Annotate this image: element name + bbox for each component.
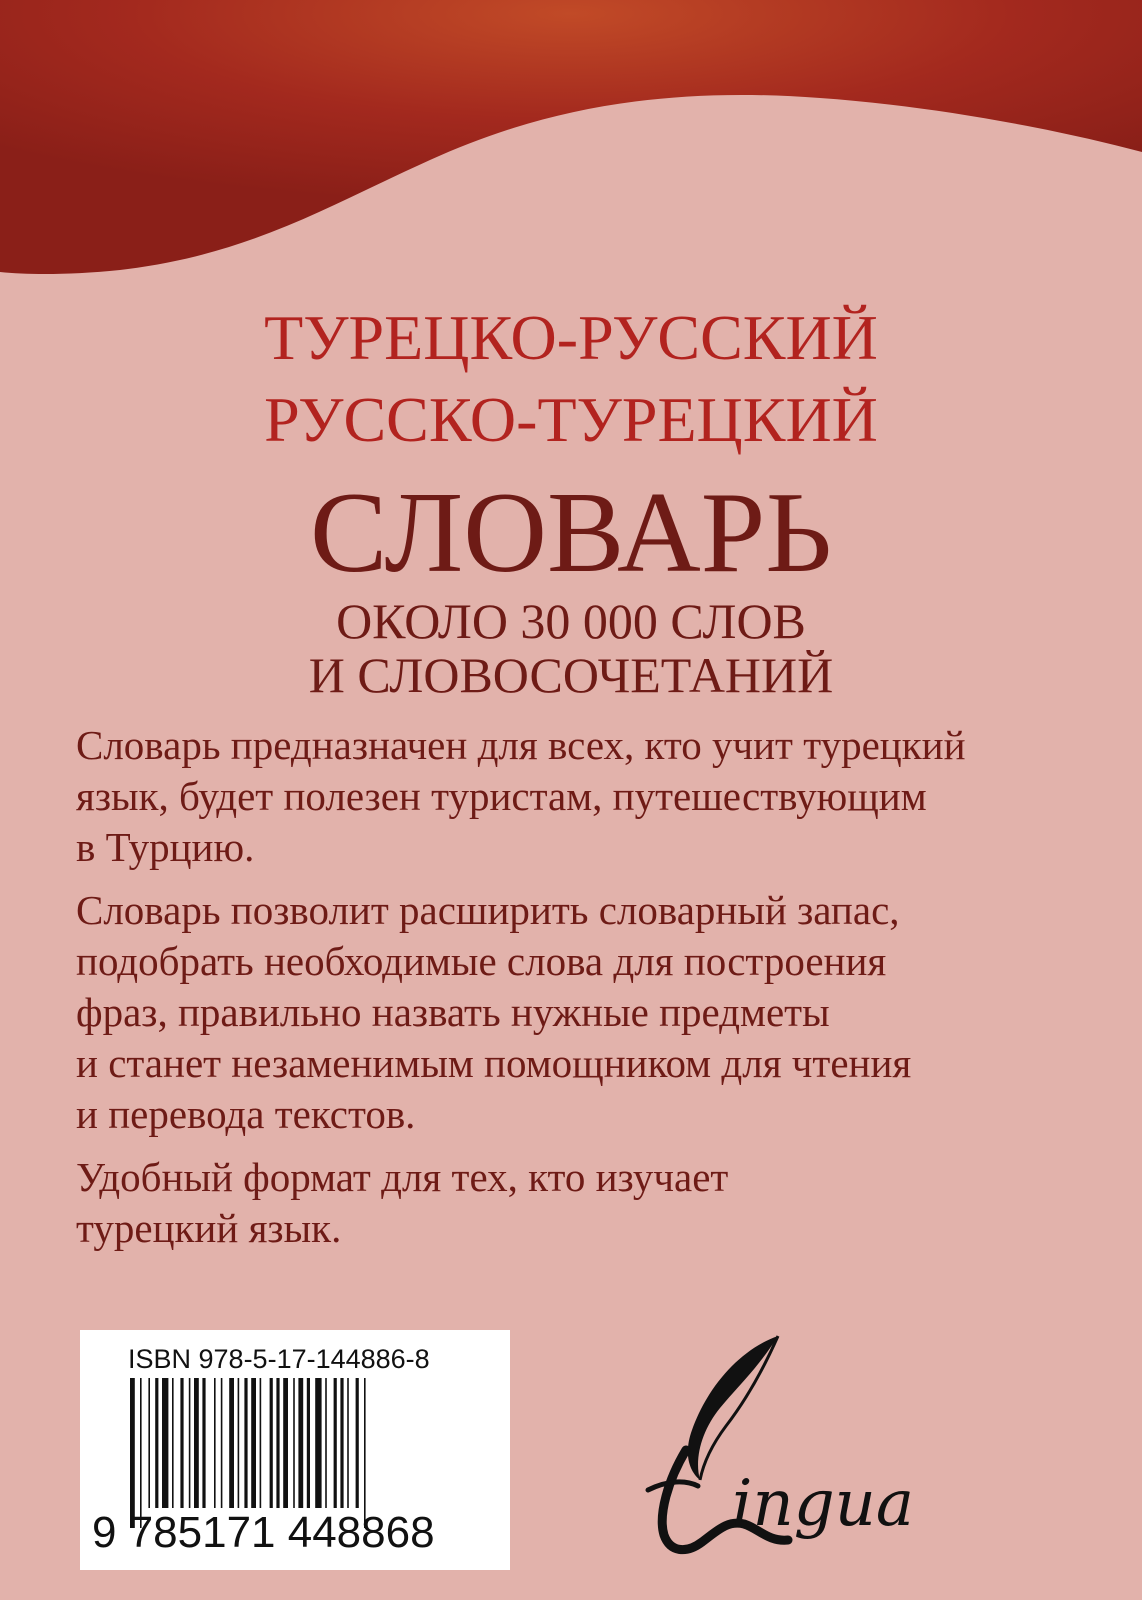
isbn-label: ISBN 978-5-17-144886-8	[128, 1344, 430, 1374]
description-line: фраз, правильно назвать нужные предметы	[76, 989, 830, 1035]
title-line-2: РУССКО-ТУРЕЦКИЙ	[264, 384, 878, 455]
description-paragraph-2	[76, 885, 1116, 1140]
description-line: Словарь позволит расширить словарный запас,	[76, 887, 900, 933]
description-line: турецкий язык.	[76, 1205, 342, 1251]
subtitle-line-2: И СЛОВОСОЧЕТАНИЙ	[308, 647, 834, 703]
description-line: и перевода текстов.	[76, 1091, 416, 1137]
description-line: Удобный формат для тех, кто изучает	[76, 1154, 729, 1200]
subtitle-line-1: ОКОЛО 30 000 СЛОВ	[336, 593, 806, 649]
title-main: СЛОВАРЬ	[310, 469, 832, 597]
description-line: в Турцию.	[76, 824, 255, 870]
description	[76, 720, 1116, 1266]
description-line: Словарь предназначен для всех, кто учит турецкий	[76, 722, 966, 768]
description-paragraph-3	[76, 1152, 1116, 1254]
description-line: подобрать необходимые слова для построения	[76, 938, 887, 984]
barcode	[130, 1378, 460, 1528]
description-paragraph-1	[76, 720, 1116, 873]
isbn-barcode-box	[80, 1330, 510, 1570]
isbn-digits: 9 785171 448868	[92, 1508, 435, 1557]
description-line: и станет незаменимым помощником для чтения	[76, 1040, 912, 1086]
top-wave-band	[0, 0, 1142, 300]
lingua-logo	[628, 1330, 948, 1560]
title-line-1: ТУРЕЦКО-РУССКИЙ	[264, 302, 878, 373]
svg-text:ingua: ingua	[732, 1467, 915, 1541]
description-line: язык, будет полезен туристам, путешествующим	[76, 773, 927, 819]
